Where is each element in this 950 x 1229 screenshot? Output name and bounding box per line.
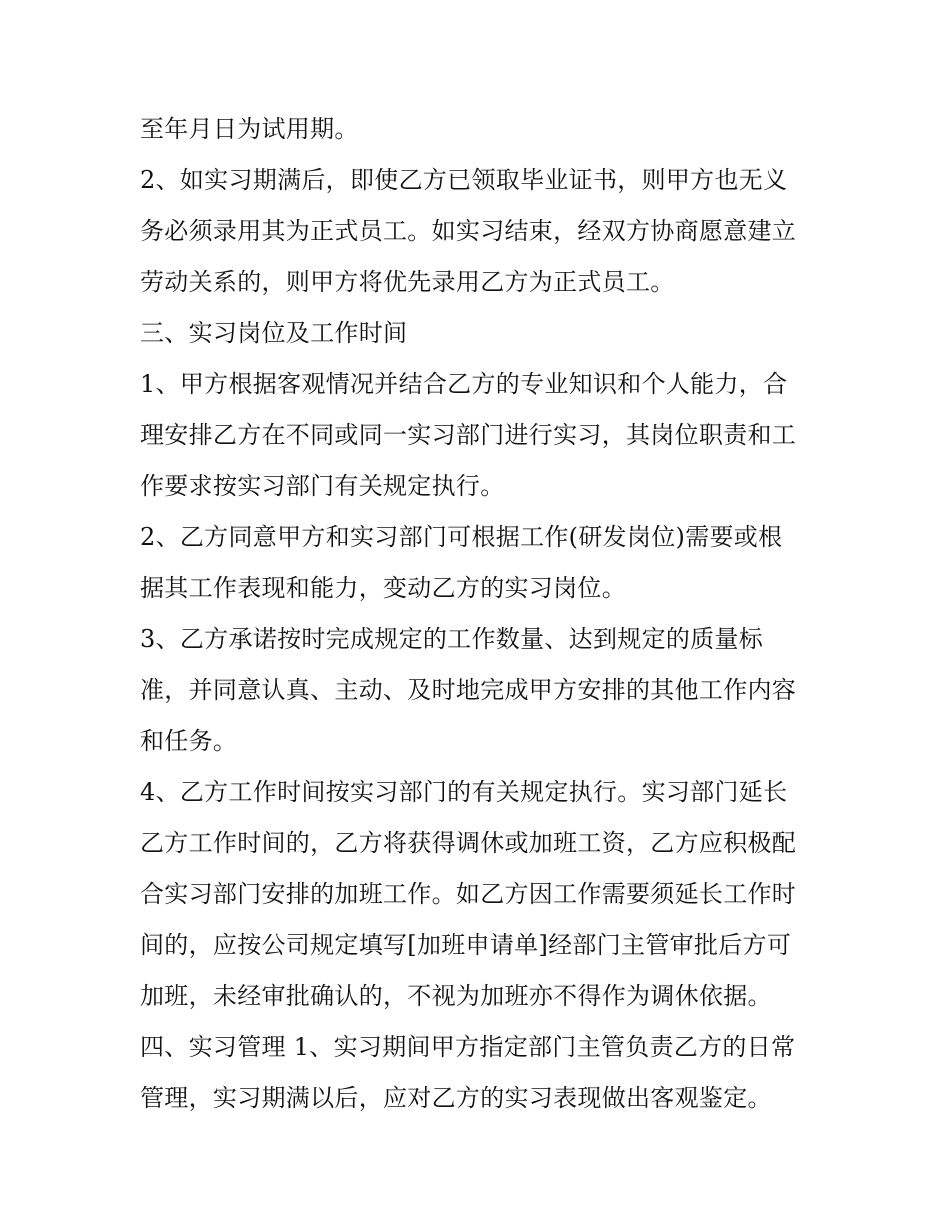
text-line: 4、乙方工作时间按实习部门的有关规定执行。实习部门延长 xyxy=(140,778,788,806)
text-line: 合实习部门安排的加班工作。如乙方因工作需要须延长工作时 xyxy=(140,880,797,908)
text-line: 据其工作表现和能力，变动乙方的实习岗位。 xyxy=(140,574,626,602)
text-line: 理安排乙方在不同或同一实习部门进行实习，其岗位职责和工 xyxy=(140,421,797,449)
text-line: 和任务。 xyxy=(140,727,238,755)
text-line: 作要求按实习部门有关规定执行。 xyxy=(140,472,505,500)
text-line: 1、甲方根据客观情况并结合乙方的专业知识和个人能力，合 xyxy=(140,370,788,398)
text-line: 2、乙方同意甲方和实习部门可根据工作(研发岗位)需要或根 xyxy=(140,523,783,551)
text-line: 2、如实习期满后，即使乙方已领取毕业证书，则甲方也无义 xyxy=(140,166,788,194)
text-line: 准，并同意认真、主动、及时地完成甲方安排的其他工作内容 xyxy=(140,676,797,704)
text-line: 加班，未经审批确认的，不视为加班亦不得作为调休依据。 xyxy=(140,982,772,1010)
section-heading: 四、实习管理 1、实习期间甲方指定部门主管负责乙方的日常 xyxy=(140,1033,796,1061)
text-line: 至年月日为试用期。 xyxy=(140,115,359,143)
text-line: 乙方工作时间的，乙方将获得调休或加班工资，乙方应积极配 xyxy=(140,829,797,857)
text-line: 劳动关系的，则甲方将优先录用乙方为正式员工。 xyxy=(140,268,675,296)
text-line: 间的，应按公司规定填写[加班申请单]经部门主管审批后方可 xyxy=(140,931,792,959)
text-line: 管理，实习期满以后，应对乙方的实习表现做出客观鉴定。 xyxy=(140,1084,772,1112)
section-heading: 三、实习岗位及工作时间 xyxy=(140,319,408,347)
text-line: 务必须录用其为正式员工。如实习结束，经双方协商愿意建立 xyxy=(140,217,797,245)
text-line: 3、乙方承诺按时完成规定的工作数量、达到规定的质量标 xyxy=(140,625,764,653)
